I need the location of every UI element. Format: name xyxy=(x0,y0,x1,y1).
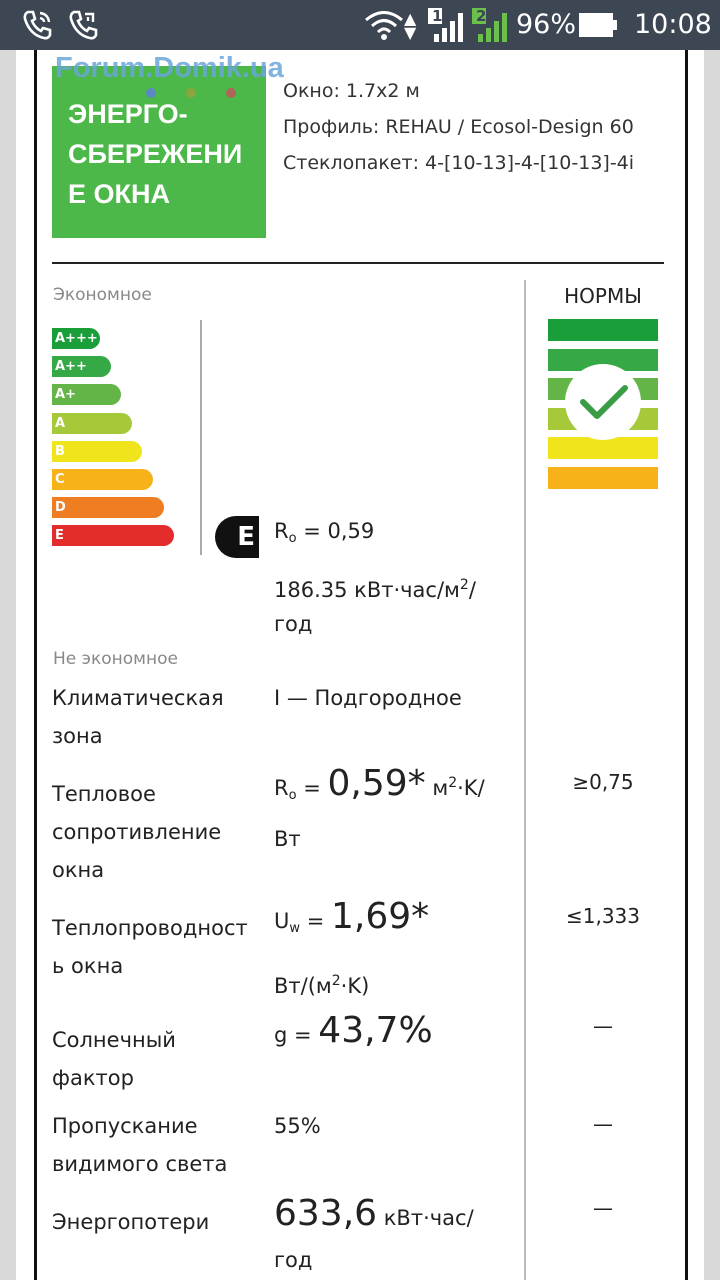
scale-bottom-label: Не экономное xyxy=(53,649,178,669)
visible-light-norm: — xyxy=(593,1112,613,1136)
energy-class-bar: E xyxy=(52,525,174,546)
solar-factor-label: Солнечный фактор xyxy=(52,1028,176,1090)
energy-loss-norm: — xyxy=(593,1196,613,1220)
thermal-conductivity-norm: ≤1,333 xyxy=(565,904,640,928)
badge-line-2: СБЕРЕЖЕНИ xyxy=(68,139,243,169)
visible-light-value: 55% xyxy=(274,1114,321,1138)
current-class-badge: E xyxy=(215,516,259,558)
visible-light-label: Пропускание видимого света xyxy=(52,1114,228,1176)
phone-wifi-call-icon xyxy=(20,8,54,50)
sim1-label: 1 xyxy=(432,7,443,25)
norms-color-bar xyxy=(548,437,658,459)
energy-class-bar: B xyxy=(52,441,142,462)
spec-glass-unit: Стеклопакет: 4-[10-13]-4-[10-13]-4i xyxy=(283,152,635,174)
solar-factor-value: g = 43,7% xyxy=(274,1010,433,1051)
norms-check-badge xyxy=(565,364,641,440)
scale-pointer-line xyxy=(200,320,202,555)
norms-color-bar xyxy=(548,319,658,341)
badge-line-3: Е ОКНА xyxy=(68,179,170,209)
energy-class-bar: A+ xyxy=(52,384,121,405)
energy-loss-label: Энергопотери xyxy=(52,1210,210,1234)
thermal-conductivity-label: Теплопроводност ь окна xyxy=(52,916,248,978)
checkmark-icon xyxy=(565,364,641,440)
wifi-icon xyxy=(364,8,404,50)
thermal-resistance-label: Тепловое сопротивление окна xyxy=(52,782,222,882)
energy-class-bar: A xyxy=(52,413,132,434)
thermal-conductivity-value: $U_w = 1,69*$ xyxy=(274,896,430,937)
norms-column-divider xyxy=(524,280,526,1280)
climate-zone-value: I — Подгородное xyxy=(274,686,462,710)
thermal-resistance-value: $R_o = 0,59*$ $м^2\cdot K/$ xyxy=(274,763,485,804)
battery-icon xyxy=(579,11,619,47)
energy-class-bar: A++ xyxy=(52,356,111,377)
norms-title: НОРМЫ xyxy=(564,284,642,308)
spec-profile: Профиль: REHAU / Ecosol-Design 60 xyxy=(283,116,634,138)
summary-energy-unit: год xyxy=(274,612,313,636)
data-transfer-icon: ▲ ▼ xyxy=(404,9,417,42)
battery-percent: 96% xyxy=(516,9,577,40)
watermark: Forum.Domik.ua xyxy=(55,52,284,84)
climate-zone-label: Климатическая зона xyxy=(52,686,224,748)
clock: 10:08 xyxy=(634,9,712,40)
solar-factor-norm: — xyxy=(593,1014,613,1038)
norms-color-bar xyxy=(548,467,658,489)
energy-class-bar: C xyxy=(52,469,153,490)
status-bar xyxy=(0,0,720,50)
badge-line-1: ЭНЕРГО- xyxy=(68,99,188,129)
thermal-resistance-unit: Вт xyxy=(274,827,301,851)
summary-energy: 186.35 $кВт\cdot час/м^2/$ xyxy=(274,577,476,602)
thermal-conductivity-unit: $Вт/(м^2\cdot K)$ xyxy=(274,973,370,998)
energy-loss-unit: год xyxy=(274,1248,313,1272)
phone-hd-call-icon xyxy=(66,8,100,50)
energy-loss-value: 633,6 кВт·час/ xyxy=(274,1193,474,1234)
scale-top-label: Экономное xyxy=(53,285,152,305)
thermal-resistance-norm: ≥0,75 xyxy=(572,770,634,794)
sim2-label: 2 xyxy=(476,7,487,25)
header-divider xyxy=(52,262,664,264)
spec-window-size: Окно: 1.7x2 м xyxy=(283,80,420,102)
energy-class-bar: A+++ xyxy=(52,328,100,349)
summary-ro: $R_o = 0,59$ xyxy=(274,519,375,546)
energy-class-bar: D xyxy=(52,497,164,518)
